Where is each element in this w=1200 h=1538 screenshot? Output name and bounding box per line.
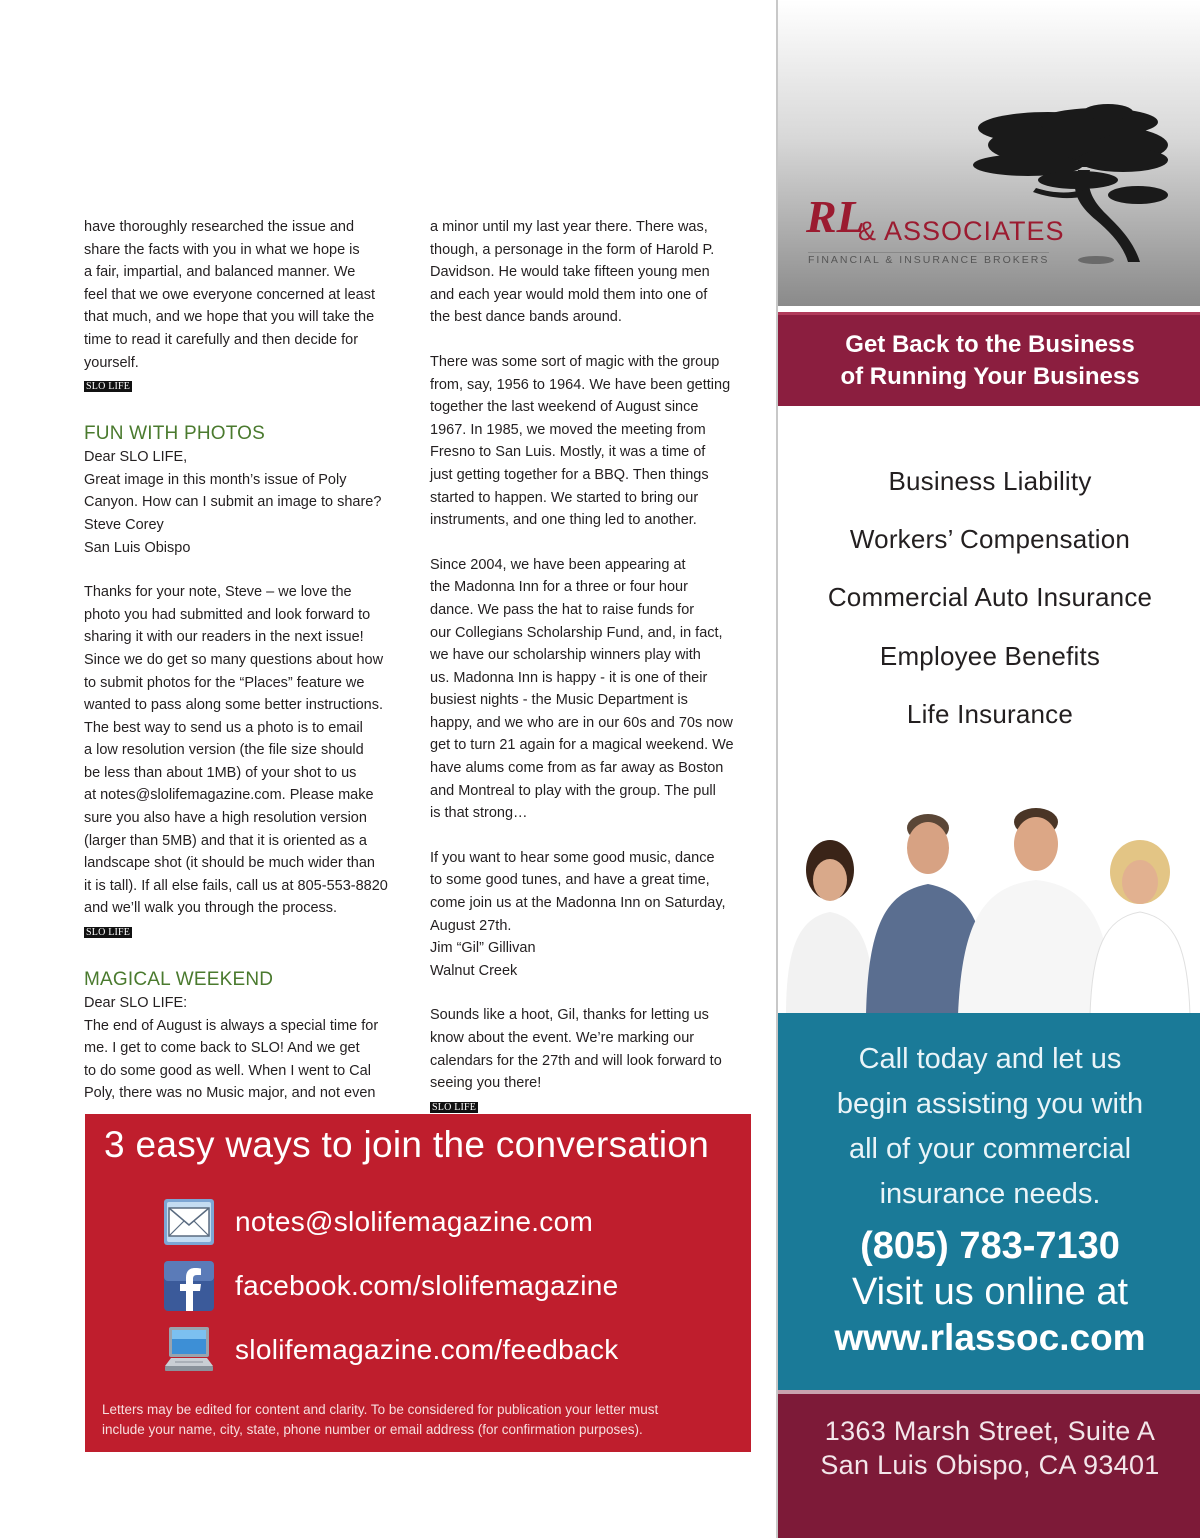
rl-associates-ad: [776, 0, 1200, 1538]
facebook-icon: [163, 1260, 215, 1312]
service-item: Life Insurance: [906, 699, 1074, 729]
join-title: 3 easy ways to join the conversation: [104, 1124, 710, 1165]
letter-continued-3: Since 2004, we have been appearing at the Madonna Inn for a three or four hour dance. We pass the hat to raise funds for our Collegians Scholarship Fund, and, in fact, we have our scholarship winners play with us. Madonna Inn is happy - it is one of their busiest nights - the Music Department is happy, and we who are in our 60s and 70s now get to turn 21 again for a magical weekend. We have alums come from as far away as Boston and Montreal to play with the group. The pull is that strong…: [430, 556, 734, 822]
letter-continued-4: If you want to hear some good music, dance to some good tunes, and have a great time, come join us at the Madonna Inn on Saturday, August 27th. Jim “Gil” Gillivan Walnut Creek: [430, 849, 726, 979]
logo-mark: RL: [806, 191, 865, 242]
slo-life-signature: SLO LIFE: [86, 927, 131, 939]
logo-subtitle: FINANCIAL & INSURANCE BROKERS: [808, 254, 1050, 266]
ad-address: 1363 Marsh Street, Suite A San Luis Obispo, CA 93401: [778, 1390, 1200, 1538]
facebook-link[interactable]: facebook.com/slolifemagazine: [235, 1270, 619, 1301]
service-item: Commercial Auto Insurance: [827, 582, 1153, 612]
web-row[interactable]: [163, 1324, 619, 1376]
article-column-1: [84, 216, 410, 1105]
ad-call-to-action: [778, 1013, 1200, 1391]
computer-icon: [163, 1324, 215, 1376]
ad-logo-area: [778, 0, 1200, 306]
service-item: Workers’ Compensation: [849, 524, 1131, 554]
heading-magical-weekend: MAGICAL WEEKEND: [84, 969, 274, 991]
envelope-icon: [163, 1196, 215, 1248]
reply-fun-with-photos: Thanks for your note, Steve – we love the photo you had submitted and look forward to sharing it with our readers in the next issue! Since we do get so many questions about how to submit photos for the “Places” feature we wanted to pass along some better instructions. The best way to send us a photo is to email a low resolution version (the file size should be less than about 1MB) of your shot to us at notes@slolifemagazine.com. Please make sure you also have a high resolution version (larger than 5MB) and that it is oriented as a landscape shot (it should be much wider than it is tall). If all else fails, call us at 805-553-8820 and we’ll walk you through the process.: [84, 584, 388, 917]
visit-text: Visit us online at: [851, 1271, 1129, 1313]
feedback-link[interactable]: slolifemagazine.com/feedback: [235, 1334, 619, 1365]
heading-fun-with-photos: FUN WITH PHOTOS: [84, 423, 266, 445]
service-item: Business Liability: [888, 466, 1092, 496]
website-link[interactable]: www.rlassoc.com: [834, 1317, 1146, 1358]
email-link[interactable]: notes@slolifemagazine.com: [235, 1206, 594, 1237]
cta-text: Call today and let us begin assisting you with all of your commercial insurance needs.: [836, 1043, 1144, 1210]
slo-life-signature: SLO LIFE: [86, 381, 131, 393]
letter-fun-with-photos: Dear SLO LIFE, Great image in this month’s issue of Poly Canyon. How can I submit an image to share? Steve Corey San Luis Obispo: [84, 449, 382, 556]
facebook-row[interactable]: [163, 1260, 619, 1312]
join-fine-print: Letters may be edited for content and clarity. To be considered for publication your letter must include your name, city, state, phone number or email address (for confirmation purposes).: [102, 1402, 659, 1437]
slo-life-signature: SLO LIFE: [432, 1101, 477, 1113]
article-column-2: [430, 216, 758, 1137]
intro-paragraph: have thoroughly researched the issue and share the facts with you in what we hope is a fair, impartial, and balanced manner. We feel that we owe everyone concerned at least that much, and we hope that you will take the time to read it carefully and then decide for yourself.: [84, 219, 375, 371]
ad-tagline: Get Back to the Business of Running Your Business: [778, 312, 1200, 406]
logo-name: & ASSOCIATES: [858, 216, 1065, 246]
letter-continued-1: a minor until my last year there. There was, though, a personage in the form of Harold P. Davidson. He would take fifteen young men and each year would mold them into one of the best dance bands around.: [430, 219, 715, 326]
phone-number[interactable]: (805) 783-7130: [860, 1225, 1120, 1267]
team-photo: [778, 800, 1200, 1015]
email-row[interactable]: [163, 1196, 593, 1248]
reply-magical-weekend: Sounds like a hoot, Gil, thanks for letting us know about the event. We’re marking our calendars for the 27th and will look forward to seeing you there!: [430, 1007, 722, 1092]
service-item: Employee Benefits: [879, 641, 1101, 671]
join-conversation-box: [85, 1114, 751, 1452]
letter-magical-weekend: Dear SLO LIFE: The end of August is always a special time for me. I get to come back to SLO! And we get to do some good as well. When I went to Cal Poly, there was no Music major, and not even: [84, 995, 379, 1102]
letter-continued-2: There was some sort of magic with the group from, say, 1956 to 1964. We have been getting together the last weekend of August since 1967. In 1985, we moved the meeting from Fresno to San Luis. Mostly, it was a time of just getting together for a BBQ. Then things started to happen. We started to bring our instruments, and one thing led to another.: [430, 353, 731, 529]
